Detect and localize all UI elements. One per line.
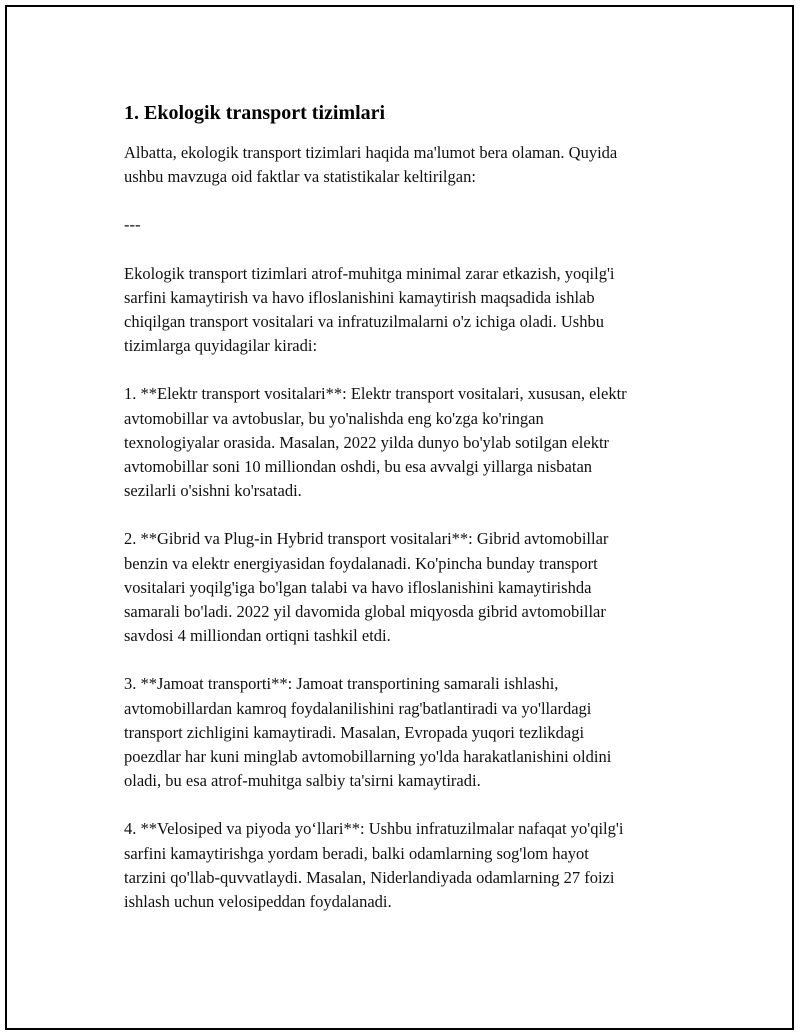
page-frame: [5, 5, 794, 1030]
separator-text: ---: [124, 215, 141, 235]
list-item-public-transport: 3. **Jamoat transporti**: Jamoat transportining samarali ishlashi, avtomobillardan kamroq foydalanilishini rag'batlantiradi va yo'llardagi transport zichligini kamaytiradi. Masalan, Evropada yuqori tezlikdagi poezdlar har kuni minglab avtomobillarning yo'lda harakatlanishini oldini oladi, bu esa atrof-muhitga salbiy ta'sirni kamaytiradi.: [124, 674, 612, 791]
intro-paragraph: Albatta, ekologik transport tizimlari haqida ma'lumot bera olaman. Quyida ushbu mavzuga oid faktlar va statistikalar keltirilgan:: [124, 143, 618, 187]
overview-paragraph: Ekologik transport tizimlari atrof-muhitga minimal zarar etkazish, yoqilg'i sarfini kamaytirish va havo ifloslanishini kamaytirish maqsadida ishlab chiqilgan transport vositalari va infratuzilmalarni o'z ichiga oladi. Ushbu tizimlarga quyidagilar kiradi:: [124, 263, 615, 356]
document-body: [124, 99, 704, 938]
section-heading: 1. Ekologik transport tizimlari: [124, 102, 386, 124]
list-item-hybrid: 2. **Gibrid va Plug-in Hybrid transport vositalari**: Gibrid avtomobillar benzin va elektr energiyasidan foydalanadi. Ko'pincha bunday transport vositalari yoqilg'iga bo'lgan talabi va havo ifloslanishini kamaytirishda samarali bo'ladi. 2022 yil davomida global miqyosda gibrid avtomobillar savdosi 4 milliondan ortiqni tashkil etdi.: [124, 529, 609, 646]
list-item-bicycle: 4. **Velosiped va piyoda yo‘llari**: Ushbu infratuzilmalar nafaqat yo'qilg'i sarfini kamaytirishga yordam beradi, balki odamlarning sog'lom hayot tarzini qo'llab-quvvatlaydi. Masalan, Niderlandiyada odamlarning 27 foizi ishlash uchun velosipeddan foydalanadi.: [124, 819, 624, 912]
list-item-electric: 1. **Elektr transport vositalari**: Elektr transport vositalari, xususan, elektr avtomobillar va avtobuslar, bu yo'nalishda eng ko'zga ko'ringan texnologiyalar orasida. Masalan, 2022 yilda dunyo bo'ylab sotilgan elektr avtomobillar soni 10 milliondan oshdi, bu esa avvalgi yillarga nisbatan sezilarli o'sishni ko'rsatadi.: [124, 384, 627, 501]
